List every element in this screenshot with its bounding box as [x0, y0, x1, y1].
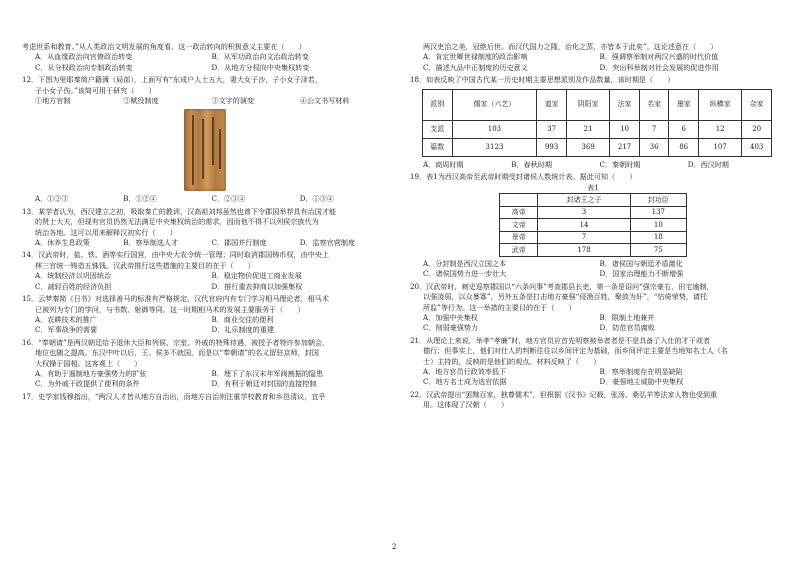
q18-table-row-branches: [423, 120, 772, 138]
q18-cell: 20: [742, 120, 772, 138]
q12-stem-line2: 子小女子伤。”该简可用于研究（ ）: [35, 85, 156, 95]
q18-row2-label: 篇数: [423, 138, 453, 156]
q18-cell: 107: [698, 138, 741, 156]
bamboo-slip-image: [184, 109, 226, 191]
q18-row1-label: 支派: [423, 120, 453, 138]
q13-options: [22, 238, 388, 248]
q18-option-b[interactable]: B．春秋时期: [511, 159, 552, 169]
q11-options-row2: [22, 63, 388, 73]
q18-cell: 403: [742, 138, 772, 156]
q18-cell: 36: [639, 138, 669, 156]
q19-option-a[interactable]: A．分封制是西汉立国之本: [423, 258, 507, 268]
q16-option-a[interactable]: A．有助于遏制地方豪强势力的扩张: [35, 368, 147, 378]
q19-options-row2: [410, 269, 776, 279]
bamboo-slip-figure: [22, 109, 388, 191]
q15-option-b[interactable]: B．商业交往的便利: [211, 314, 274, 324]
q19-table-row: [500, 244, 687, 257]
q21-option-a[interactable]: A．地方官员行政效率低下: [423, 367, 507, 376]
q20-options-row2: [410, 323, 776, 333]
q19-header-0: [500, 194, 538, 207]
q21-options-row1: [410, 367, 776, 377]
q19-cell: 178: [538, 244, 630, 257]
q18-option-d[interactable]: D．西汉时期: [687, 159, 729, 169]
q18-table-header-row: [423, 89, 772, 120]
q18-header-0: 派别: [423, 89, 453, 120]
q18-cell: 103: [452, 120, 537, 138]
q17-option-a[interactable]: A．肯定世卿世禄制度的政治影响: [423, 52, 528, 62]
left-column: [22, 42, 388, 402]
q16-stem-line2: 地位也随之提高。东汉中叶以后，王、侯多不就国，而是以“奉朝请”的名义留驻京师，封国: [35, 348, 319, 358]
q12-item-4: ④公文书写材料: [299, 96, 350, 106]
q18-cell: 3123: [452, 138, 537, 156]
q22-stem-line1: 22．汉武帝提出“罢黜百家，独尊儒术”，但根据《汉书》记载，张汤、桑弘羊等法家人物也受到重: [410, 389, 718, 399]
q18-cell: 10: [610, 120, 640, 138]
q18-stem: 18．如表反映了中国古代某一历史时期主要思想派别及作品数量，该时期是（ ）: [410, 75, 675, 85]
q19-header-1: 封诸王之子: [538, 194, 630, 207]
q18-header-6: 墨家: [669, 89, 699, 120]
q14-options-row1: [22, 271, 388, 281]
q12-item-3: ③文字的演变: [211, 96, 255, 106]
q15-option-c[interactable]: C．军事战争的需要: [35, 325, 98, 335]
q18-cell: 21: [566, 120, 609, 138]
q12-option-c[interactable]: C．②③④: [211, 194, 246, 204]
q15-option-d[interactable]: D．礼乐制度的重建: [211, 325, 274, 335]
q12-option-d[interactable]: D．①③④: [299, 194, 334, 204]
q14-options-row2: [22, 282, 388, 292]
q20-option-b[interactable]: B．限制土地兼并: [599, 312, 655, 322]
q20-stem-line3: 所监”等行为。这一举措的主要目的在于（ ）: [423, 302, 576, 312]
q18-cell: 993: [537, 138, 567, 156]
q19-cell: 18: [630, 231, 686, 244]
q13-option-b[interactable]: B．察举制选人才: [123, 238, 179, 248]
q18-header-8: 杂家: [742, 89, 772, 120]
q14-option-a[interactable]: A．统制经济以巩固统治: [35, 271, 112, 281]
q11-option-b[interactable]: B．从军功政治向文治政治转变: [211, 52, 309, 62]
q19-cell: 137: [630, 206, 686, 219]
q20-options-row1: [410, 313, 776, 323]
q19-stem: 19．表1为西汉高帝至武帝时期受封诸侯人数统计表。据此可知（ ）: [410, 172, 637, 182]
q17-option-b[interactable]: B．强调察举制对两汉兴盛的时代价值: [599, 52, 719, 62]
q12-option-b[interactable]: B．①②④: [123, 194, 157, 204]
q16-stem-line1: 16．“奉朝请”是两汉朝廷给予退休大臣和列侯、宗室、外戚的特殊待遇，被授予者特许参加朝会，: [22, 337, 330, 347]
q19-table-row: [500, 231, 687, 244]
q16-option-c[interactable]: C．为外戚干政提供了便利的条件: [35, 379, 140, 389]
q18-header-1: 儒家（六艺）: [452, 89, 537, 120]
q21-option-c[interactable]: C．地方名士成为选官依据: [423, 377, 507, 387]
q20-option-a[interactable]: A．加强中央集权: [423, 312, 478, 322]
q16-option-b[interactable]: B．埋下了东汉末年军阀割据的隐患: [211, 368, 324, 378]
q21-stem-line3: 士）主持的，反映的是他们的观点。材料反映了（ ）: [423, 356, 601, 366]
q19-option-b[interactable]: B．诸侯国与朝廷矛盾激化: [599, 258, 683, 268]
q16-option-d[interactable]: D．有利于朝廷对封国的直接控制: [211, 379, 317, 389]
q18-cell: 12: [698, 120, 741, 138]
q18-header-4: 法家: [610, 89, 640, 120]
q19-options-row1: [410, 259, 776, 269]
q18-option-c[interactable]: C．秦朝时期: [599, 159, 641, 169]
q18-table-row-articles: [423, 138, 772, 156]
page-number: 2: [392, 543, 397, 551]
q18-cell: 217: [610, 138, 640, 156]
q19-cell: 高帝: [500, 206, 538, 219]
q19-option-d[interactable]: D．国家治理能力不断增强: [599, 269, 684, 279]
q11-option-a[interactable]: A．从血缘政治向官僚政治转变: [35, 52, 133, 62]
q20-stem-line1: 20．汉武帝时，刺史巡察郡国以“六条问事”考查郡县长吏，第一条是诏问“强宗豪右，田宅逾制，: [410, 281, 714, 291]
q16-options-row1: [22, 369, 388, 379]
q18-options: [410, 160, 776, 170]
q19-cell: 7: [538, 231, 630, 244]
q11-options-row1: [22, 52, 388, 62]
q15-options-row2: [22, 325, 388, 335]
q15-stem-line1: 15．云梦秦简《日书》对选择善马的标准有严格规定，汉代官府内有专门学习相马理论者，相马术: [22, 294, 329, 304]
q12-items: [22, 96, 388, 106]
q19-table-row: [500, 219, 687, 232]
q16-options-row2: [22, 379, 388, 389]
q11-option-d[interactable]: D．从地方分权向中央集权转变: [211, 62, 310, 72]
q14-stem-line2: 林三官统一铸造五铢钱。汉武帝推行这些措施的主要目的在于（ ）: [35, 260, 255, 270]
q19-cell: 14: [538, 219, 630, 232]
q18-header-7: 纵横家: [698, 89, 741, 120]
q18-option-a[interactable]: A．商周时期: [423, 159, 464, 169]
q12-options: [22, 194, 388, 204]
q14-option-d[interactable]: D．推行重农抑商以加强集权: [211, 281, 303, 291]
q18-header-2: 道家: [537, 89, 567, 120]
q12-stem-line1: 12．下图为里耶秦简户籍簿（局部），上面写有“东成户人士五大，妻大女子沙，子小女子泽若，: [22, 75, 322, 85]
q12-item-1: ①地方官制: [35, 96, 71, 106]
right-column: [410, 42, 776, 411]
q18-cell: 6: [669, 120, 699, 138]
q18-cell: 7: [639, 120, 669, 138]
q11-text: 考虑世系和教育。”从人类政治文明发展的角度看，这一政治转向的积极意义主要在（ ）: [22, 42, 306, 51]
q15-option-a[interactable]: A．农耕技术的推广: [35, 314, 97, 324]
q13-stem-line3: 统治各地。这可以用来解释汉初实行（ ）: [35, 227, 177, 237]
q22-stem-line2: 用。这体现了汉朝（ ）: [423, 400, 509, 410]
q18-header-5: 名家: [639, 89, 669, 120]
q17-options-row2: [410, 63, 776, 73]
q15-options-row1: [22, 315, 388, 325]
q11-option-c[interactable]: C．从分权政治向专制政治转变: [35, 62, 133, 72]
q17-options-row1: [410, 52, 776, 62]
q17-stem-line1: 17．史学家钱穆指出，“两汉人才皆从地方自治出，而地方自治则注重学校教育和乡邑清议，宜乎: [22, 391, 326, 401]
q19-cell: 75: [630, 244, 686, 257]
q14-option-c[interactable]: C．减轻百姓的经济负担: [35, 281, 112, 291]
q18-cell: 369: [566, 138, 609, 156]
q13-stem-line1: 13．某学者认为，西汉建立之初，吸取秦亡的教训，汉高祖刘邦虽然也曾下令郡国举荐具有治国才能: [22, 206, 337, 216]
q15-stem-line2: 已被列为专门的学问，与书数、射御等同。这一时期相马术的发展主要服务于（ ）: [35, 304, 305, 314]
q17-option-c[interactable]: C．描述九品中正制度的历史意义: [423, 62, 528, 72]
q20-stem-line2: 以强凌弱，以众暴寡”，另外五条是打击地方豪强“侵渔百姓，聚敛为奸”，“怙倚荣势，请托: [423, 292, 708, 302]
q20-option-c[interactable]: C．削弱豪强势力: [423, 323, 479, 333]
q12-option-a[interactable]: A．①②③: [35, 194, 69, 204]
q13-option-c[interactable]: C．郡国并行制度: [211, 238, 267, 248]
q19-cell: 武帝: [500, 244, 538, 257]
q20-option-d[interactable]: D．防范官员腐败: [599, 323, 655, 333]
q18-cell: 86: [669, 138, 699, 156]
q21-stem-line2: 德行；但事实上，他们对仕人的判断往往以乡间评定为基础，而乡间评定主要是当地知名士人（名: [423, 346, 729, 356]
q21-stem-line1: 21．从理论上来说，举孝“孝廉”时，地方官员应首先明察被举者者是不是具备了入仕的才干或者: [410, 335, 711, 345]
q19-header-2: 封功臣: [630, 194, 686, 207]
q13-option-d[interactable]: D．监察官营制度: [299, 238, 356, 248]
q18-cell: 37: [537, 120, 567, 138]
q18-table: [422, 89, 772, 157]
q19-option-c[interactable]: C．诸侯国势力进一步壮大: [423, 269, 507, 279]
q21-options-row2: [410, 377, 776, 387]
q14-stem-line1: 14．汉武帝时，盐、铁、酒等实行国营，由中央大农令统一管理；同时取消郡国铸币权，由中央上: [22, 250, 329, 260]
q19-cell: 景帝: [500, 231, 538, 244]
q19-cell: 3: [538, 206, 630, 219]
q19-table: [499, 193, 687, 257]
q17-option-d[interactable]: D．突出科举制对社会发展的促进作用: [599, 62, 719, 72]
q13-option-a[interactable]: A．休养生息政策: [35, 238, 90, 248]
q19-table-row: [500, 206, 687, 219]
q14-option-b[interactable]: B．稳定物价促进工商业发展: [211, 271, 302, 281]
q12-item-2: ②赋役制度: [123, 96, 159, 106]
q21-option-b[interactable]: B．察举制度存在明显缺陷: [599, 367, 683, 376]
q19-table-header-row: [500, 194, 687, 207]
q19-table-caption: 表1: [587, 184, 599, 193]
q19-cell: 10: [630, 219, 686, 232]
q19-cell: 文帝: [500, 219, 538, 232]
q13-stem-line2: 的贤士大夫，但现有官员仍然无法满足中央集权统治的需求，因而他不得不以列侯宗族代为: [35, 217, 319, 227]
q18-header-3: 阴阳家: [566, 89, 609, 120]
q16-stem-line3: 大权操于国相。这客观上（ ）: [35, 358, 142, 368]
q21-option-d[interactable]: D．豪强地主威胁中央集权: [599, 377, 684, 387]
q17-stem-continued: 两汉吏治之美，冠绝后世。而汉代国力之隆，治化之蒸，亦皆本于此矣”。这论述意在（ ）: [423, 42, 718, 51]
